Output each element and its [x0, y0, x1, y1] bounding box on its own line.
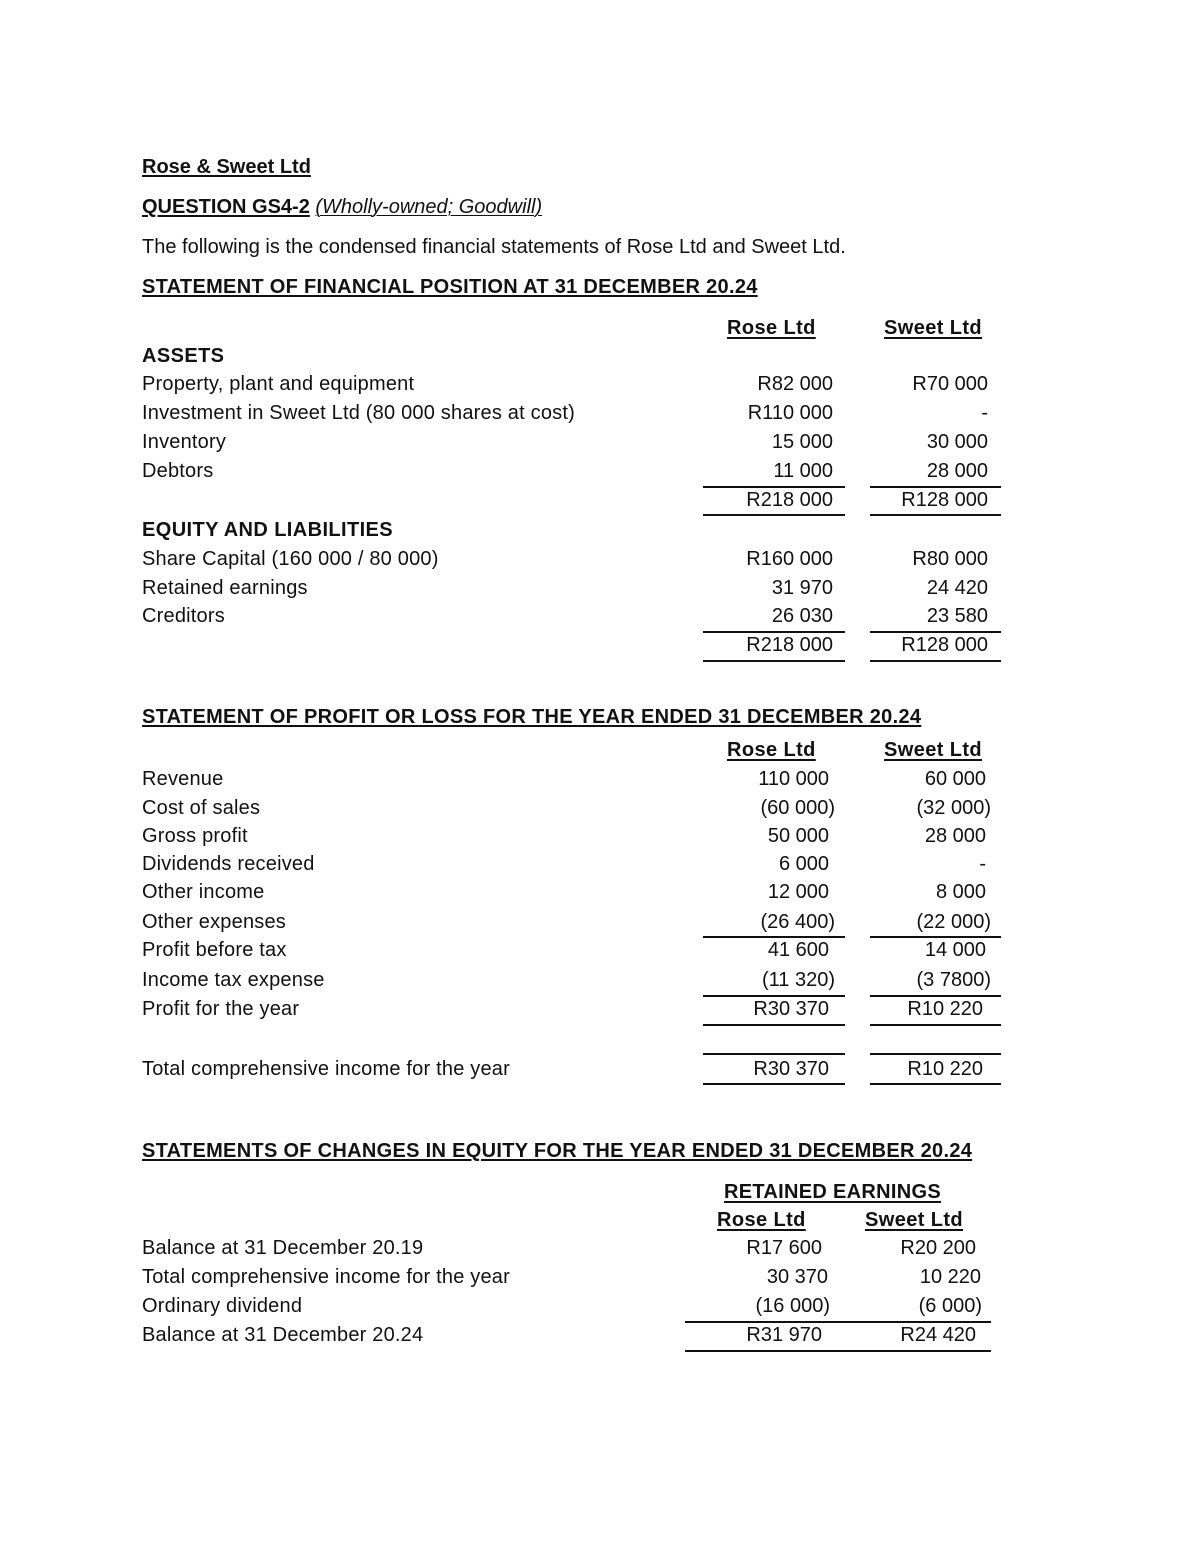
- total-double-rule: [870, 514, 1001, 516]
- sopl-row-label: Other expenses: [142, 911, 286, 933]
- total-double-rule: [870, 1083, 1001, 1085]
- sopl-rose-value: 50 000: [767, 825, 829, 847]
- tci-rose-value: R30 370: [753, 1058, 829, 1080]
- sopl-sweet-value: R10 220: [907, 998, 983, 1020]
- soce-row-label: Balance at 31 December 20.24: [142, 1324, 424, 1346]
- sopl-sweet-value: (32 000): [916, 797, 991, 819]
- sopl-title: STATEMENT OF PROFIT OR LOSS FOR THE YEAR ENDED 31 DECEMBER 20.24: [142, 706, 922, 728]
- sofp-sweet-value: -: [981, 402, 988, 424]
- total-double-rule: [703, 1083, 845, 1085]
- total-rule: [703, 1053, 845, 1055]
- retained-earnings-heading: RETAINED EARNINGS: [724, 1181, 941, 1203]
- soce-sweet-value: (6 000): [918, 1295, 982, 1317]
- sofp-row-label: Creditors: [142, 605, 225, 627]
- sofp-title: STATEMENT OF FINANCIAL POSITION AT 31 DECEMBER 20.24: [142, 276, 758, 298]
- soce-rose-value: (16 000): [755, 1295, 830, 1317]
- assets-total-sweet: R128 000: [901, 489, 988, 511]
- sofp-row-label: Investment in Sweet Ltd (80 000 shares at cost): [142, 402, 575, 424]
- sopl-sweet-value: 60 000: [924, 768, 986, 790]
- sopl-rose-value: (26 400): [760, 911, 835, 933]
- equity-total-rose: R218 000: [746, 634, 833, 656]
- sofp-rose-value: R160 000: [746, 548, 833, 570]
- sopl-sweet-value: 28 000: [924, 825, 986, 847]
- sopl-row-label: Gross profit: [142, 825, 248, 847]
- sopl-rose-value: 110 000: [758, 768, 829, 790]
- soce-row-label: Balance at 31 December 20.19: [142, 1237, 424, 1259]
- sofp-rose-value: R110 000: [747, 402, 833, 424]
- sofp-row-label: Share Capital (160 000 / 80 000): [142, 548, 439, 570]
- sofp-row-label: Debtors: [142, 460, 214, 482]
- sopl-sweet-value: 14 000: [924, 939, 986, 961]
- sopl-rose-value: 12 000: [767, 881, 829, 903]
- equity-total-sweet: R128 000: [901, 634, 988, 656]
- tci-label: Total comprehensive income for the year: [142, 1058, 510, 1080]
- sopl-row-label: Profit for the year: [142, 998, 300, 1020]
- sopl-sweet-value: 8 000: [935, 881, 986, 903]
- soce-sweet-value: R24 420: [900, 1324, 976, 1346]
- sofp-sweet-value: R70 000: [912, 373, 988, 395]
- sofp-sweet-value: R80 000: [912, 548, 988, 570]
- equity-liabilities-heading: EQUITY AND LIABILITIES: [142, 519, 394, 541]
- question-heading: [142, 195, 542, 219]
- sopl-rose-value: R30 370: [753, 998, 829, 1020]
- sopl-rose-value: 41 600: [767, 939, 829, 961]
- soce-row-label: Ordinary dividend: [142, 1295, 303, 1317]
- tci-sweet-value: R10 220: [907, 1058, 983, 1080]
- sofp-rose-value: 26 030: [771, 605, 833, 627]
- soce-row-label: Total comprehensive income for the year: [142, 1266, 510, 1288]
- sopl-row-label: Cost of sales: [142, 797, 261, 819]
- sopl-rose-value: (11 320): [761, 969, 835, 991]
- total-double-rule: [685, 1350, 991, 1352]
- total-rule: [870, 1053, 1001, 1055]
- sofp-rose-value: 15 000: [771, 431, 833, 453]
- sopl-sweet-value: (22 000): [916, 911, 991, 933]
- sofp-sweet-value: 23 580: [926, 605, 988, 627]
- assets-total-rose: R218 000: [746, 489, 833, 511]
- sofp-rose-value: R82 000: [757, 373, 833, 395]
- sopl-col-rose: Rose Ltd: [727, 739, 816, 761]
- total-rule: [870, 1024, 1001, 1026]
- soce-title: STATEMENTS OF CHANGES IN EQUITY FOR THE YEAR ENDED 31 DECEMBER 20.24: [142, 1140, 973, 1162]
- sopl-row-label: Income tax expense: [142, 969, 325, 991]
- sofp-row-label: Inventory: [142, 431, 227, 453]
- sofp-col-sweet: Sweet Ltd: [884, 317, 983, 339]
- soce-col-sweet: Sweet Ltd: [865, 1209, 964, 1231]
- sopl-sweet-value: -: [979, 853, 986, 875]
- soce-rose-value: 30 370: [766, 1266, 828, 1288]
- soce-sweet-value: R20 200: [900, 1237, 976, 1259]
- sofp-row-label: Retained earnings: [142, 577, 308, 599]
- sofp-sweet-value: 28 000: [926, 460, 988, 482]
- company-title: Rose & Sweet Ltd: [142, 156, 311, 178]
- sofp-rose-value: 31 970: [771, 577, 833, 599]
- question-code: QUESTION GS4-2: [142, 196, 310, 218]
- total-double-rule: [703, 514, 845, 516]
- question-subtitle: (Wholly-owned; Goodwill): [315, 196, 543, 218]
- sofp-sweet-value: 24 420: [926, 577, 988, 599]
- sopl-row-label: Other income: [142, 881, 265, 903]
- sopl-sweet-value: (3 7800): [916, 969, 991, 991]
- sopl-col-sweet: Sweet Ltd: [884, 739, 983, 761]
- soce-rose-value: R17 600: [746, 1237, 822, 1259]
- sofp-col-rose: Rose Ltd: [727, 317, 816, 339]
- assets-heading: ASSETS: [142, 345, 225, 367]
- total-rule: [703, 1024, 845, 1026]
- intro-text: The following is the condensed financial statements of Rose Ltd and Sweet Ltd.: [142, 236, 846, 258]
- sopl-row-label: Profit before tax: [142, 939, 287, 961]
- sopl-row-label: Dividends received: [142, 853, 315, 875]
- total-double-rule: [870, 660, 1001, 662]
- sopl-row-label: Revenue: [142, 768, 224, 790]
- sopl-rose-value: 6 000: [778, 853, 829, 875]
- soce-sweet-value: 10 220: [919, 1266, 981, 1288]
- sofp-rose-value: 11 000: [773, 460, 833, 482]
- soce-col-rose: Rose Ltd: [717, 1209, 806, 1231]
- sopl-rose-value: (60 000): [760, 797, 835, 819]
- sofp-row-label: Property, plant and equipment: [142, 373, 415, 395]
- total-double-rule: [703, 660, 845, 662]
- soce-rose-value: R31 970: [746, 1324, 822, 1346]
- sofp-sweet-value: 30 000: [926, 431, 988, 453]
